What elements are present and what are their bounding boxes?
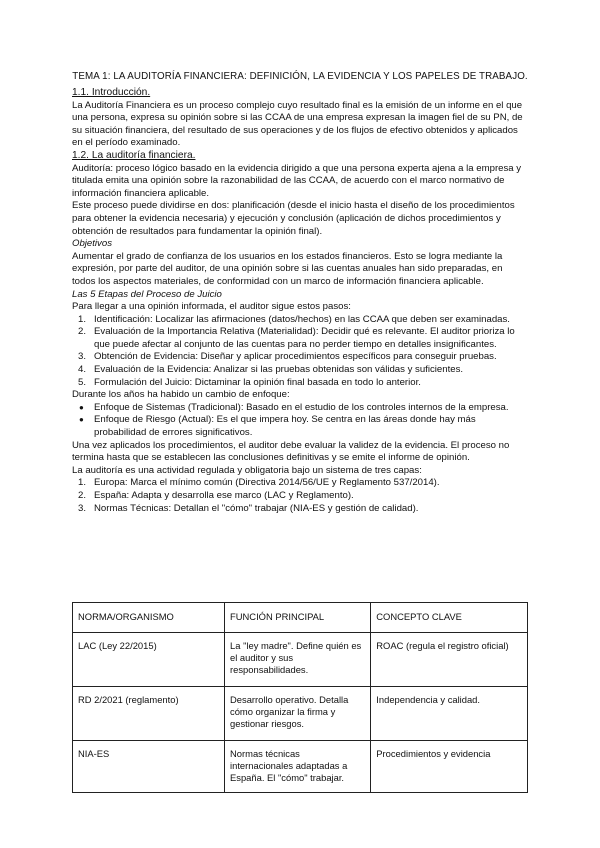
approach-intro: Durante los años ha habido un cambio de enfoque: <box>72 389 290 401</box>
stages-list <box>72 314 528 390</box>
document-body <box>72 70 528 515</box>
table-cell: ROAC (regula el registro oficial) <box>371 633 528 687</box>
list-item: ● Enfoque de Sistemas (Tradicional): Basado en el estudio de los controles internos de la empresa. <box>79 401 509 413</box>
table-cell: La "ley madre". Define quién es el auditor y sus responsabilidades. <box>225 633 371 687</box>
intro-paragraph: La Auditoría Financiera es un proceso complejo cuyo resultado final es la emisión de un informe en el que una persona, expresa su opinión sobre si las CCAA de una empresa expresan la imagen fiel de su PN, de su situación financiera, del resultado de sus operaciones y de los flujos de efectivo obtenidos y aplicados en el período examinado. <box>72 99 523 149</box>
table-header-row <box>73 603 528 633</box>
section-heading-introduccion: 1.1. Introducción. <box>72 87 151 98</box>
table-header-cell: NORMA/ORGANISMO <box>73 603 225 633</box>
objectives-paragraph: Aumentar el grado de confianza de los usuarios en los estados financieros. Esto se logra mediante la expresión, por parte del auditor, de una opinión sobre si las cuentas anuales han sido preparadas, en todos los aspectos materiales, de conformidad con un marco de información financiera aplicable. <box>72 250 503 287</box>
list-item: ● Enfoque de Riesgo (Actual): Es el que impera hoy. Se centra en las áreas donde hay más probabilidad de errores significativos. <box>79 414 476 439</box>
list-item: 2. Evaluación de la Importancia Relativa (Materialidad): Decidir qué es relevante. El auditor prioriza lo que puede afectar al conjunto de las cuentas para no perder tiempo en detalles insignificantes. <box>78 326 515 350</box>
table-row <box>73 687 528 741</box>
table-header-cell: FUNCIÓN PRINCIPAL <box>225 603 371 633</box>
list-item: 1. Identificación: Localizar las afirmaciones (datos/hechos) en las CCAA que deben ser examinadas. <box>78 313 510 325</box>
objectives-heading: Objetivos <box>72 238 112 250</box>
layers-intro: La auditoría es una actividad regulada y obligatoria bajo un sistema de tres capas: <box>72 464 422 476</box>
list-item: 3. Obtención de Evidencia: Diseñar y aplicar procedimientos específicos para conseguir pruebas. <box>78 351 497 363</box>
table-cell: Desarrollo operativo. Detalla cómo organizar la firma y gestionar riesgos. <box>225 687 371 741</box>
table-cell: Procedimientos y evidencia <box>371 741 528 793</box>
table-header-cell: CONCEPTO CLAVE <box>371 603 528 633</box>
layers-list <box>72 477 528 515</box>
document-title: TEMA 1: LA AUDITORÍA FINANCIERA: DEFINICIÓN, LA EVIDENCIA Y LOS PAPELES DE TRABAJO. <box>72 71 528 82</box>
bullet-icon: ● <box>79 415 84 425</box>
definition-paragraph: Auditoría: proceso lógico basado en la evidencia dirigido a que una persona experta ajena a la empresa y titulada emita una opinión sobre la razonabilidad de las CCAA, de acuerdo con el marco normativo de información financiera aplicable. <box>72 162 522 199</box>
list-item: 5. Formulación del Juicio: Dictaminar la opinión final basada en todo lo anterior. <box>78 376 421 388</box>
approach-list <box>72 402 528 440</box>
table-cell: Independencia y calidad. <box>371 687 528 741</box>
list-item: 1. Europa: Marca el mínimo común (Directiva 2014/56/UE y Reglamento 537/2014). <box>78 477 440 489</box>
validity-paragraph: Una vez aplicados los procedimientos, el auditor debe evaluar la validez de la evidencia. El proceso no termina hasta que se establecen las conclusiones definitivas y se emite el informe de opinión. <box>72 439 510 464</box>
regulation-table <box>72 602 528 793</box>
stages-heading: Las 5 Etapas del Proceso de Juicio <box>72 288 222 300</box>
stages-intro: Para llegar a una opinión informada, el auditor sigue estos pasos: <box>72 301 351 313</box>
table-cell: NIA-ES <box>73 741 225 793</box>
list-item: 2. España: Adapta y desarrolla ese marco (LAC y Reglamento). <box>78 490 354 501</box>
table-cell: LAC (Ley 22/2015) <box>73 633 225 687</box>
phases-paragraph: Este proceso puede dividirse en dos: planificación (desde el inicio hasta el diseño de los procedimientos para obtener la evidencia necesaria) y ejecución y conclusión (aplicación de dichos procedimientos y obtención de resultados para fundamentar la opinión final). <box>72 200 515 237</box>
section-heading-auditoria: 1.2. La auditoría financiera. <box>72 149 196 161</box>
table-cell: RD 2/2021 (reglamento) <box>73 687 225 741</box>
table-row <box>73 741 528 793</box>
list-item: 3. Normas Técnicas: Detallan el "cómo" trabajar (NIA-ES y gestión de calidad). <box>78 502 419 514</box>
bullet-icon: ● <box>79 402 84 412</box>
table-cell: Normas técnicas internacionales adaptadas a España. El "cómo" trabajar. <box>225 741 371 793</box>
table-row <box>73 633 528 687</box>
list-item: 4. Evaluación de la Evidencia: Analizar si las pruebas obtenidas son válidas y suficientes. <box>78 364 464 376</box>
